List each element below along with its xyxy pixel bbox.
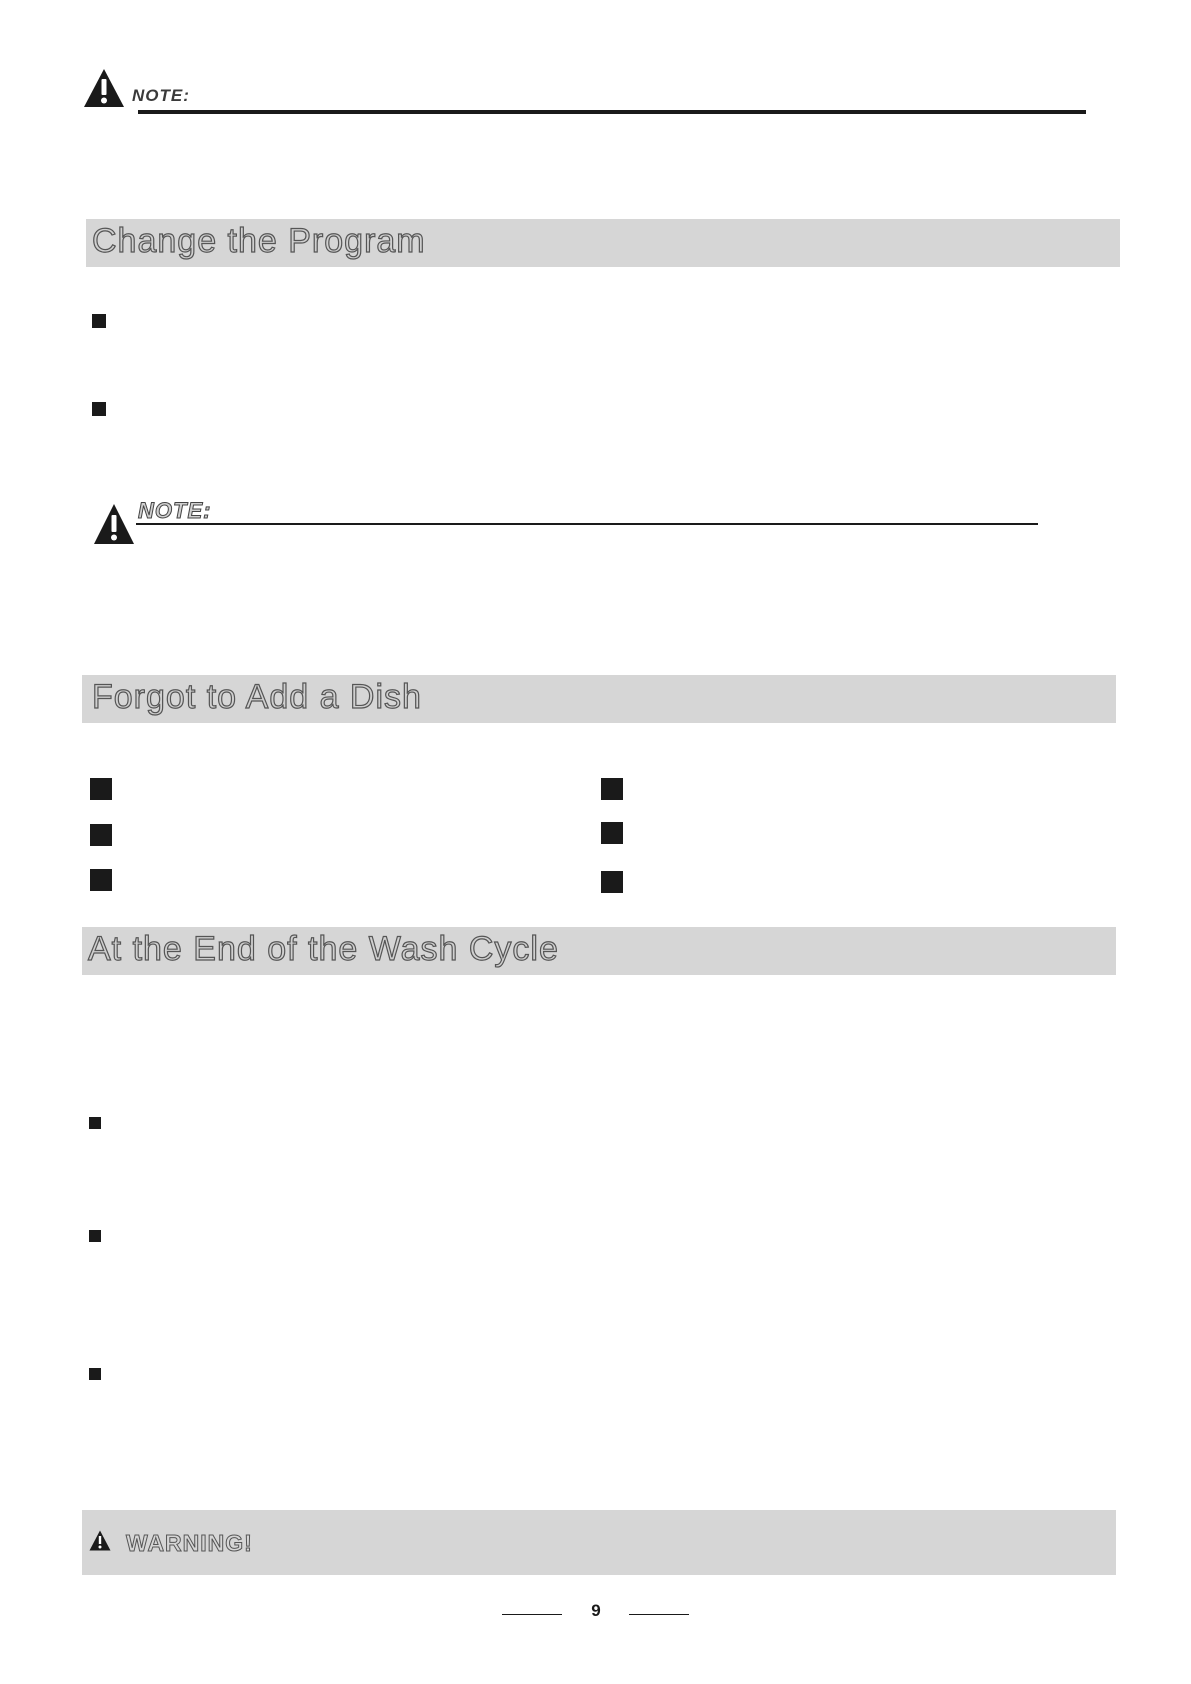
warning-label: WARNING! <box>126 1530 253 1556</box>
section-title-end-cycle: At the End of the Wash Cycle <box>88 930 559 968</box>
section-title-change-program: Change the Program <box>92 222 426 260</box>
note-rule-mid <box>136 523 1038 525</box>
section-title-forgot-dish: Forgot to Add a Dish <box>92 678 422 716</box>
bullet-end-cycle-3 <box>89 1368 101 1380</box>
warning-triangle-icon <box>83 68 125 108</box>
step-box-2 <box>90 824 112 846</box>
bullet-end-cycle-2 <box>89 1230 101 1242</box>
step-box-3 <box>90 869 112 891</box>
step-box-1 <box>90 778 112 800</box>
note-label-top: NOTE: <box>132 86 190 105</box>
step-box-4 <box>601 778 623 800</box>
page-number: 9 <box>591 1601 601 1620</box>
note-label-mid: NOTE: <box>138 498 212 523</box>
bullet-end-cycle-1 <box>89 1117 101 1129</box>
bullet-change-program-1 <box>92 314 106 328</box>
step-box-6 <box>601 871 623 893</box>
warning-triangle-icon <box>93 503 135 545</box>
bullet-change-program-2 <box>92 402 106 416</box>
warning-triangle-icon <box>89 1530 111 1551</box>
note-rule-top <box>138 110 1086 114</box>
footer-line-left <box>502 1614 562 1615</box>
footer-line-right <box>629 1614 689 1615</box>
step-box-5 <box>601 822 623 844</box>
